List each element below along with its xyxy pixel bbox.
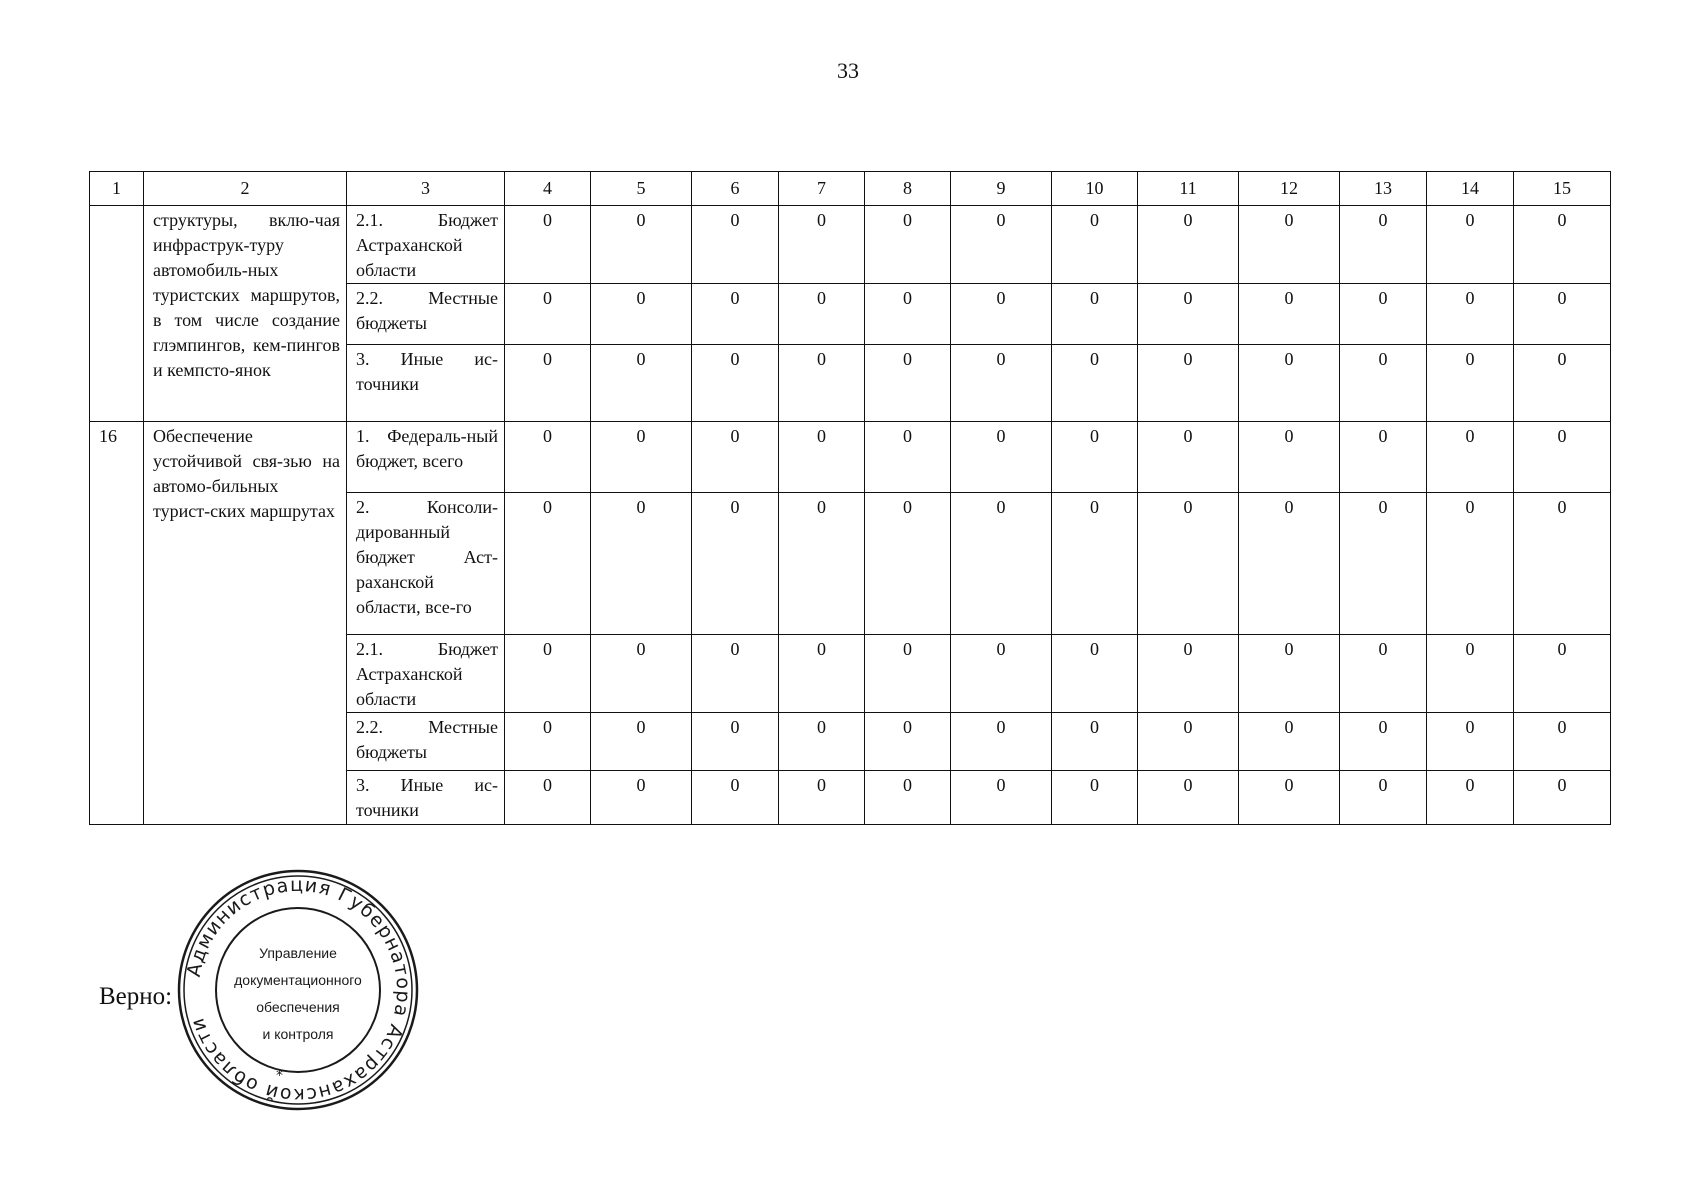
value-cell: 0 [1239, 771, 1340, 825]
funding-source-cell: 2.2. Местные бюджеты [347, 284, 505, 345]
value-cell: 0 [779, 206, 865, 284]
value-cell: 0 [779, 284, 865, 345]
value-cell: 0 [951, 284, 1052, 345]
funding-source-cell: 2.1. Бюджет Астраханской области [347, 635, 505, 713]
value-cell: 0 [1514, 713, 1611, 771]
value-cell: 0 [692, 422, 779, 493]
value-cell: 0 [1340, 345, 1427, 422]
value-cell: 0 [1340, 422, 1427, 493]
value-cell: 0 [1427, 771, 1514, 825]
measure-description-cell: структуры, вклю-чая инфраструк-туру автомобиль-ных туристских маршрутов, в том числе создание глэмпингов, кем-пингов и кемпсто-янок [144, 206, 347, 422]
value-cell: 0 [692, 345, 779, 422]
value-cell: 0 [1138, 635, 1239, 713]
value-cell: 0 [1052, 422, 1138, 493]
row-number-cell: 16 [90, 422, 144, 825]
funding-source-cell: 3. Иные ис-точники [347, 345, 505, 422]
value-cell: 0 [591, 713, 692, 771]
table-row [90, 206, 1611, 284]
value-cell: 0 [1052, 206, 1138, 284]
value-cell: 0 [1340, 284, 1427, 345]
value-cell: 0 [1514, 422, 1611, 493]
value-cell: 0 [591, 206, 692, 284]
column-header: 12 [1239, 172, 1340, 206]
value-cell: 0 [505, 345, 591, 422]
row-number-cell [90, 206, 144, 422]
value-cell: 0 [692, 493, 779, 635]
value-cell: 0 [1239, 422, 1340, 493]
value-cell: 0 [1340, 713, 1427, 771]
value-cell: 0 [779, 422, 865, 493]
value-cell: 0 [1052, 713, 1138, 771]
column-header: 7 [779, 172, 865, 206]
value-cell: 0 [591, 771, 692, 825]
value-cell: 0 [1514, 635, 1611, 713]
value-cell: 0 [865, 635, 951, 713]
funding-source-cell: 2. Консоли-дированный бюджет Аст-раханской области, все-го [347, 493, 505, 635]
value-cell: 0 [779, 345, 865, 422]
value-cell: 0 [692, 206, 779, 284]
value-cell: 0 [779, 493, 865, 635]
value-cell: 0 [1340, 771, 1427, 825]
seal-center-text: Управление [259, 945, 337, 961]
value-cell: 0 [1138, 713, 1239, 771]
budget-table [89, 171, 1611, 825]
value-cell: 0 [505, 493, 591, 635]
column-header: 11 [1138, 172, 1239, 206]
value-cell: 0 [1138, 771, 1239, 825]
value-cell: 0 [692, 713, 779, 771]
value-cell: 0 [951, 635, 1052, 713]
seal-center-text: и контроля [262, 1026, 334, 1042]
value-cell: 0 [1427, 493, 1514, 635]
value-cell: 0 [692, 771, 779, 825]
seal-center-text: документационного [234, 972, 362, 988]
value-cell: 0 [951, 422, 1052, 493]
value-cell: 0 [1138, 284, 1239, 345]
value-cell: 0 [591, 345, 692, 422]
funding-source-cell: 2.2. Местные бюджеты [347, 713, 505, 771]
value-cell: 0 [779, 635, 865, 713]
value-cell: 0 [1427, 713, 1514, 771]
value-cell: 0 [1340, 206, 1427, 284]
verno-label: Верно: [99, 983, 173, 1010]
value-cell: 0 [1340, 493, 1427, 635]
seal-center-text: обеспечения [256, 999, 340, 1015]
value-cell: 0 [865, 345, 951, 422]
column-header: 5 [591, 172, 692, 206]
column-header: 13 [1340, 172, 1427, 206]
value-cell: 0 [865, 493, 951, 635]
value-cell: 0 [1514, 284, 1611, 345]
page-number: 33 [837, 58, 859, 83]
column-header: 3 [347, 172, 505, 206]
value-cell: 0 [1138, 345, 1239, 422]
value-cell: 0 [505, 635, 591, 713]
value-cell: 0 [1239, 206, 1340, 284]
value-cell: 0 [591, 635, 692, 713]
measure-description-cell: Обеспечение устойчивой свя-зью на автомо-бильных турист-ских маршрутах [144, 422, 347, 825]
value-cell: 0 [779, 713, 865, 771]
value-cell: 0 [1239, 713, 1340, 771]
value-cell: 0 [591, 493, 692, 635]
column-header: 6 [692, 172, 779, 206]
value-cell: 0 [1052, 493, 1138, 635]
value-cell: 0 [1427, 422, 1514, 493]
value-cell: 0 [1138, 206, 1239, 284]
value-cell: 0 [591, 284, 692, 345]
value-cell: 0 [865, 771, 951, 825]
value-cell: 0 [1239, 635, 1340, 713]
official-seal [176, 868, 420, 1112]
value-cell: 0 [951, 493, 1052, 635]
value-cell: 0 [1514, 345, 1611, 422]
value-cell: 0 [505, 713, 591, 771]
value-cell: 0 [1239, 284, 1340, 345]
seal-ring-text: Администрация Губернатора Астраханской области [182, 873, 415, 1107]
value-cell: 0 [1427, 345, 1514, 422]
seal-star: * [276, 1068, 283, 1084]
value-cell: 0 [1239, 493, 1340, 635]
column-header: 14 [1427, 172, 1514, 206]
column-header: 2 [144, 172, 347, 206]
value-cell: 0 [1052, 771, 1138, 825]
value-cell: 0 [1427, 206, 1514, 284]
value-cell: 0 [865, 422, 951, 493]
value-cell: 0 [1239, 345, 1340, 422]
value-cell: 0 [951, 713, 1052, 771]
value-cell: 0 [591, 422, 692, 493]
value-cell: 0 [1052, 345, 1138, 422]
column-header: 8 [865, 172, 951, 206]
column-header: 10 [1052, 172, 1138, 206]
column-header: 1 [90, 172, 144, 206]
table-header-row [90, 172, 1611, 206]
table-row [90, 422, 1611, 493]
column-header: 15 [1514, 172, 1611, 206]
value-cell: 0 [692, 284, 779, 345]
value-cell: 0 [951, 771, 1052, 825]
value-cell: 0 [1514, 493, 1611, 635]
value-cell: 0 [865, 284, 951, 345]
column-header: 9 [951, 172, 1052, 206]
value-cell: 0 [1427, 284, 1514, 345]
value-cell: 0 [865, 713, 951, 771]
value-cell: 0 [1514, 771, 1611, 825]
column-header: 4 [505, 172, 591, 206]
value-cell: 0 [1052, 284, 1138, 345]
value-cell: 0 [1052, 635, 1138, 713]
value-cell: 0 [865, 206, 951, 284]
value-cell: 0 [505, 206, 591, 284]
value-cell: 0 [1340, 635, 1427, 713]
value-cell: 0 [951, 206, 1052, 284]
value-cell: 0 [1138, 422, 1239, 493]
value-cell: 0 [951, 345, 1052, 422]
value-cell: 0 [505, 771, 591, 825]
value-cell: 0 [1427, 635, 1514, 713]
value-cell: 0 [1138, 493, 1239, 635]
funding-source-cell: 1. Федераль-ный бюджет, всего [347, 422, 505, 493]
value-cell: 0 [1514, 206, 1611, 284]
funding-source-cell: 2.1. Бюджет Астраханской области [347, 206, 505, 284]
value-cell: 0 [692, 635, 779, 713]
value-cell: 0 [505, 284, 591, 345]
value-cell: 0 [779, 771, 865, 825]
funding-source-cell: 3. Иные ис-точники [347, 771, 505, 825]
value-cell: 0 [505, 422, 591, 493]
